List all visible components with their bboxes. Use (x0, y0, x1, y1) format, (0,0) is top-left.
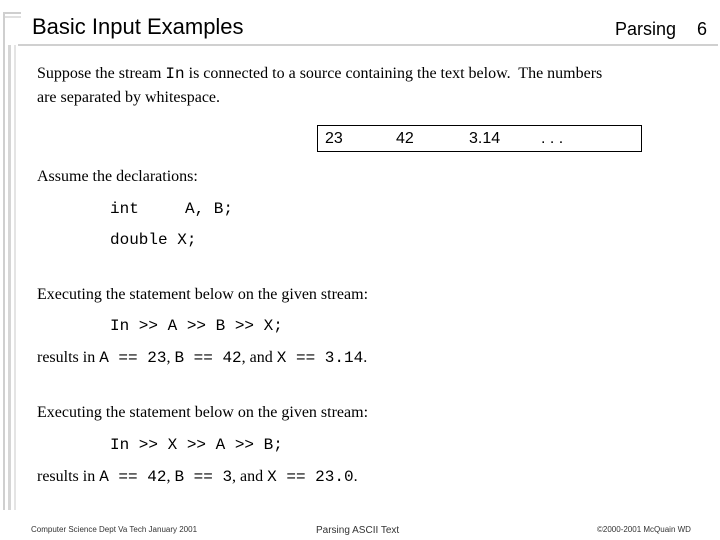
stream-ellipsis: . . . (541, 130, 564, 147)
result-prefix: results in (37, 468, 100, 485)
result-separator: , and (241, 349, 277, 366)
intro-text-1: Suppose the stream (37, 65, 166, 82)
example2-statement: In >> X >> A >> B; (110, 436, 283, 454)
section-label: Parsing (615, 19, 677, 39)
declaration-double: double X; (110, 231, 197, 249)
example2-label: Executing the statement below on the given stream: (37, 404, 369, 421)
result-separator: , (166, 349, 175, 366)
result-condition: B == 3 (174, 468, 233, 486)
page-number: 6 (697, 19, 708, 39)
footer-right: ©2000-2001 McQuain WD (597, 525, 691, 534)
result-condition: X == 23.0 (267, 468, 354, 486)
result-separator: , (166, 468, 175, 485)
slide-title: Basic Input Examples (32, 14, 244, 39)
result-end: . (363, 349, 368, 366)
example1-statement: In >> A >> B >> X; (110, 317, 283, 335)
frame-left-line-3 (14, 45, 16, 510)
result-separator: , and (232, 468, 268, 485)
result-condition: X == 3.14 (276, 349, 364, 367)
declaration-int-type: int (110, 200, 139, 218)
header-divider (18, 44, 718, 46)
footer-left: Computer Science Dept Va Tech January 2001 (31, 525, 198, 534)
intro-text-2: is connected to a source containing the text below. The numbers (184, 65, 603, 82)
result-condition: B == 42 (174, 349, 242, 367)
intro-line-2: are separated by whitespace. (37, 89, 221, 106)
frame-top-line-2 (3, 16, 21, 18)
intro-line-1 (37, 62, 602, 86)
stream-name: In (165, 65, 185, 83)
declaration-int-vars: A, B; (185, 200, 234, 218)
example1-label: Executing the statement below on the given stream: (37, 286, 369, 303)
result-end: . (353, 468, 358, 485)
example2-result (37, 465, 358, 489)
stream-contents-box (317, 125, 642, 152)
frame-top-line (3, 12, 21, 14)
stream-value: 42 (396, 130, 414, 147)
result-condition: A == 42 (99, 468, 167, 486)
stream-value: 23 (325, 130, 343, 147)
frame-left-line-2 (8, 45, 11, 510)
result-prefix: results in (37, 349, 100, 366)
frame-left-line (3, 12, 5, 510)
footer-center: Parsing ASCII Text (316, 525, 400, 536)
result-condition: A == 23 (99, 349, 167, 367)
example1-result (37, 346, 367, 370)
stream-value: 3.14 (469, 130, 501, 147)
declarations-label: Assume the declarations: (37, 168, 198, 185)
